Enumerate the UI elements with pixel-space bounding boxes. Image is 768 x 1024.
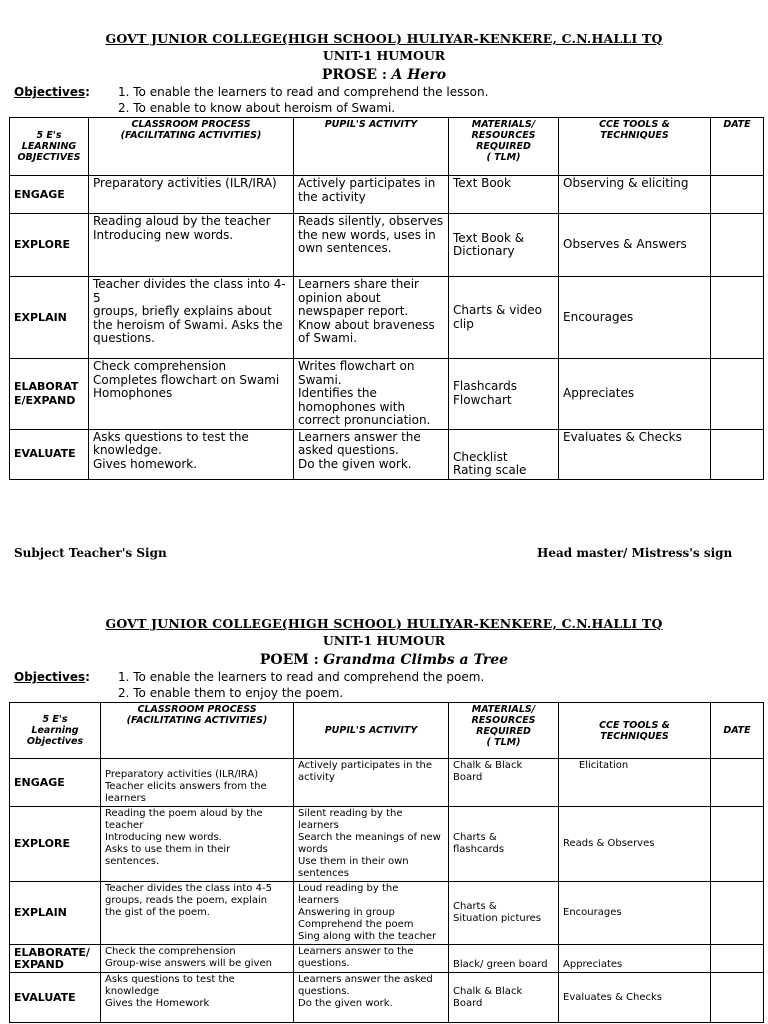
prose-objectives-label: Objectives: bbox=[14, 85, 90, 99]
prose-table-header bbox=[10, 118, 764, 176]
process-cell: Asks questions to test the knowledge. Gives homework. bbox=[89, 429, 294, 479]
poem-header-materials: MATERIALS/ RESOURCES REQUIRED ( TLM) bbox=[449, 703, 559, 759]
head-master-sign: Head master/ Mistress's sign bbox=[537, 546, 733, 560]
pupil-cell: Actively participates in the activity bbox=[294, 759, 449, 807]
poem-header-date: DATE bbox=[711, 703, 764, 759]
prose-header-materials: MATERIALS/ RESOURCES REQUIRED ( TLM) bbox=[449, 118, 559, 176]
materials-cell: Charts & Situation pictures bbox=[449, 882, 559, 945]
poem-lesson-label: POEM : bbox=[259, 652, 319, 668]
cce-cell: Appreciates bbox=[559, 359, 711, 430]
date-cell bbox=[711, 359, 764, 430]
date-cell bbox=[711, 759, 764, 807]
table-row bbox=[10, 214, 764, 277]
subject-teacher-sign: Subject Teacher's Sign bbox=[14, 546, 167, 560]
prose-objective-1: 1. To enable the learners to read and comprehend the lesson. bbox=[118, 85, 489, 99]
date-cell bbox=[711, 176, 764, 214]
prose-lesson-plan-table bbox=[9, 117, 764, 480]
process-cell: Reading aloud by the teacher Introducing new words. bbox=[89, 214, 294, 277]
table-row bbox=[10, 429, 764, 479]
table-row bbox=[10, 277, 764, 359]
pupil-cell: Learners answer the asked questions. Do the given work. bbox=[294, 429, 449, 479]
cce-cell: Observes & Answers bbox=[559, 214, 711, 277]
table-row bbox=[10, 176, 764, 214]
table-row bbox=[10, 759, 764, 807]
stage-label: ELABORATE/ EXPAND bbox=[10, 945, 101, 973]
process-cell: Teacher divides the class into 4-5 groups, briefly explains about the heroism of Swami. Asks the questions. bbox=[89, 277, 294, 359]
poem-header-process: CLASSROOM PROCESS (FACILITATING ACTIVITIES) bbox=[101, 703, 294, 759]
prose-school-title: GOVT JUNIOR COLLEGE(HIGH SCHOOL) HULIYAR-KENKERE, C.N.HALLI TQ bbox=[105, 31, 663, 46]
stage-label: EXPLORE bbox=[10, 807, 101, 882]
process-cell: Preparatory activities (ILR/IRA) bbox=[89, 176, 294, 214]
materials-cell: Chalk & Black Board bbox=[449, 759, 559, 807]
process-cell: Check comprehension Completes flowchart on Swami Homophones bbox=[89, 359, 294, 430]
poem-objective-2: 2. To enable them to enjoy the poem. bbox=[118, 686, 344, 700]
prose-lesson-title: A Hero bbox=[391, 67, 447, 83]
pupil-cell: Learners answer the asked questions. Do the given work. bbox=[294, 973, 449, 1023]
materials-cell: Text Book & Dictionary bbox=[449, 214, 559, 277]
date-cell bbox=[711, 945, 764, 973]
prose-unit-title: UNIT-1 HUMOUR bbox=[322, 48, 446, 63]
table-row bbox=[10, 359, 764, 430]
date-cell bbox=[711, 277, 764, 359]
pupil-cell: Reads silently, observes the new words, uses in own sentences. bbox=[294, 214, 449, 277]
process-cell: Preparatory activities (ILR/IRA) Teacher elicits answers from the learners bbox=[101, 759, 294, 807]
prose-header-process: CLASSROOM PROCESS (FACILITATING ACTIVITIES) bbox=[89, 118, 294, 176]
date-cell bbox=[711, 214, 764, 277]
poem-header-pupil: PUPIL'S ACTIVITY bbox=[294, 703, 449, 759]
cce-cell: Elicitation bbox=[559, 759, 711, 807]
materials-cell: Chalk & Black Board bbox=[449, 973, 559, 1023]
poem-objectives-label: Objectives: bbox=[14, 670, 90, 684]
materials-cell: Charts & video clip bbox=[449, 277, 559, 359]
poem-table-header bbox=[10, 703, 764, 759]
materials-cell: Black/ green board bbox=[449, 945, 559, 973]
cce-cell: Observing & eliciting bbox=[559, 176, 711, 214]
table-row bbox=[10, 973, 764, 1023]
materials-cell: Text Book bbox=[449, 176, 559, 214]
prose-header-objectives: 5 E's LEARNING OBJECTIVES bbox=[10, 118, 89, 176]
cce-cell: Reads & Observes bbox=[559, 807, 711, 882]
process-cell: Asks questions to test the knowledge Gives the Homework bbox=[101, 973, 294, 1023]
prose-header-date: DATE bbox=[711, 118, 764, 176]
poem-lesson-heading bbox=[0, 652, 768, 668]
pupil-cell: Loud reading by the learners Answering in group Comprehend the poem Sing along with the teacher bbox=[294, 882, 449, 945]
materials-cell: Checklist Rating scale bbox=[449, 429, 559, 479]
pupil-cell: Silent reading by the learners Search the meanings of new words Use them in their own sentences bbox=[294, 807, 449, 882]
prose-lesson-label: PROSE : bbox=[321, 67, 388, 83]
cce-cell: Encourages bbox=[559, 277, 711, 359]
poem-unit-title: UNIT-1 HUMOUR bbox=[322, 633, 446, 648]
process-cell: Check the comprehension Group-wise answers will be given bbox=[101, 945, 294, 973]
date-cell bbox=[711, 429, 764, 479]
stage-label: ENGAGE bbox=[10, 176, 89, 214]
stage-label: EVALUATE bbox=[10, 429, 89, 479]
process-cell: Reading the poem aloud by the teacher Introducing new words. Asks to use them in their sentences. bbox=[101, 807, 294, 882]
date-cell bbox=[711, 882, 764, 945]
stage-label: EVALUATE bbox=[10, 973, 101, 1023]
stage-label: ELABORAT E/EXPAND bbox=[10, 359, 89, 430]
cce-cell: Appreciates bbox=[559, 945, 711, 973]
cce-cell: Evaluates & Checks bbox=[559, 973, 711, 1023]
materials-cell: Charts & flashcards bbox=[449, 807, 559, 882]
cce-cell: Encourages bbox=[559, 882, 711, 945]
stage-label: EXPLAIN bbox=[10, 277, 89, 359]
poem-school-title: GOVT JUNIOR COLLEGE(HIGH SCHOOL) HULIYAR-KENKERE, C.N.HALLI TQ bbox=[105, 616, 663, 631]
pupil-cell: Actively participates in the activity bbox=[294, 176, 449, 214]
poem-header-objectives: 5 E's Learning Objectives bbox=[10, 703, 101, 759]
stage-label: EXPLAIN bbox=[10, 882, 101, 945]
stage-label: ENGAGE bbox=[10, 759, 101, 807]
table-row bbox=[10, 882, 764, 945]
stage-label: EXPLORE bbox=[10, 214, 89, 277]
pupil-cell: Learners share their opinion about newspaper report. Know about braveness of Swami. bbox=[294, 277, 449, 359]
prose-header-cce: CCE TOOLS & TECHNIQUES bbox=[559, 118, 711, 176]
poem-header-cce: CCE TOOLS & TECHNIQUES bbox=[559, 703, 711, 759]
poem-objective-1: 1. To enable the learners to read and comprehend the poem. bbox=[118, 670, 485, 684]
poem-lesson-plan-table bbox=[9, 702, 764, 1023]
prose-objective-2: 2. To enable to know about heroism of Swami. bbox=[118, 101, 396, 115]
pupil-cell: Writes flowchart on Swami. Identifies the homophones with correct pronunciation. bbox=[294, 359, 449, 430]
date-cell bbox=[711, 807, 764, 882]
prose-header-pupil: PUPIL'S ACTIVITY bbox=[294, 118, 449, 176]
cce-cell: Evaluates & Checks bbox=[559, 429, 711, 479]
prose-lesson-heading bbox=[0, 67, 768, 83]
table-row bbox=[10, 945, 764, 973]
materials-cell: Flashcards Flowchart bbox=[449, 359, 559, 430]
pupil-cell: Learners answer to the questions. bbox=[294, 945, 449, 973]
process-cell: Teacher divides the class into 4-5 groups, reads the poem, explain the gist of the poem. bbox=[101, 882, 294, 945]
date-cell bbox=[711, 973, 764, 1023]
poem-lesson-title: Grandma Climbs a Tree bbox=[323, 652, 509, 668]
table-row bbox=[10, 807, 764, 882]
